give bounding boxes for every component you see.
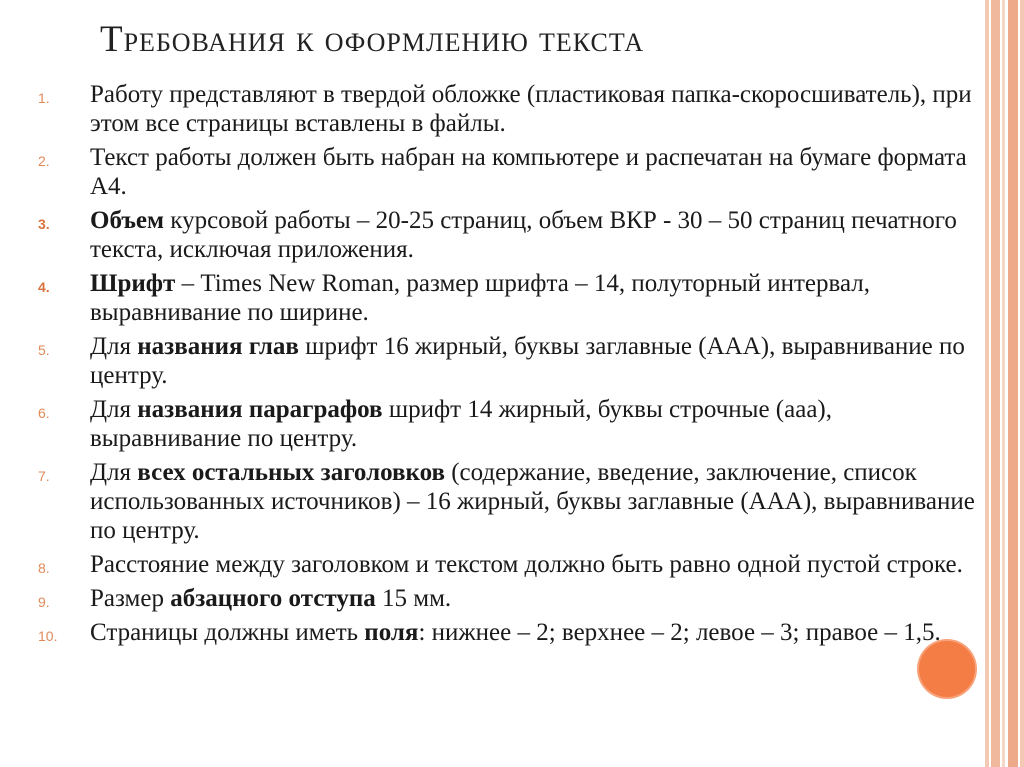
bold-term: всех остальных заголовков	[137, 459, 445, 486]
list-item-number: 9.	[38, 594, 50, 610]
list-item-text	[90, 585, 451, 612]
text-run: Страницы должны иметь	[90, 619, 365, 646]
list-item	[38, 458, 978, 545]
list-item	[38, 206, 978, 264]
list-item-text	[90, 459, 975, 544]
bold-term: Объем	[90, 207, 165, 234]
text-run: шрифт 16 жирный, буквы заглавные (ААА), выравнивание по центру.	[90, 333, 965, 389]
text-run: курсовой работы – 20-25 страниц, объем ВКР - 30 – 50 страниц печатного текста, исключая приложения.	[90, 207, 957, 263]
text-run: Для	[90, 459, 138, 486]
text-run: – Times New Roman, размер шрифта – 14, полуторный интервал, выравнивание по ширине.	[90, 270, 871, 326]
stripe	[1008, 0, 1018, 767]
text-run: Для	[90, 396, 138, 423]
stripe	[985, 0, 989, 767]
list-item	[38, 550, 978, 579]
list-item	[38, 332, 978, 390]
text-run: Для	[90, 333, 138, 360]
text-run: Текст работы должен быть набран на компьютере и распечатан на бумаге формата А4.	[90, 144, 967, 200]
bold-term: поля	[364, 619, 419, 646]
list-item-text	[90, 270, 870, 326]
list-item-number: 7.	[38, 468, 50, 484]
bold-term: названия параграфов	[137, 396, 383, 423]
decorative-circle	[919, 641, 975, 697]
list-item-number: 2.	[38, 153, 50, 169]
list-item-text	[90, 207, 957, 263]
list-item-number: 3.	[38, 216, 50, 232]
list-item	[38, 143, 978, 201]
list-item-number: 4.	[38, 279, 50, 295]
text-run: Расстояние между заголовком и текстом должно быть равно одной пустой строке.	[90, 551, 963, 578]
list-item-text	[90, 396, 832, 452]
list-item-text	[90, 619, 941, 646]
list-item	[38, 618, 978, 647]
list-item	[38, 395, 978, 453]
list-item-number: 8.	[38, 560, 50, 576]
list-item	[38, 584, 978, 613]
list-item-number: 10.	[38, 628, 58, 644]
list-item-number: 1.	[38, 90, 50, 106]
bold-term: названия глав	[137, 333, 299, 360]
list-item-text	[90, 144, 967, 200]
list-item-text	[90, 551, 963, 578]
list-item-number: 5.	[38, 342, 50, 358]
list-item-number: 6.	[38, 405, 50, 421]
text-run: (содержание, введение, заключение, список использованных источников) – 16 жирный, буквы заглавные (ААА), выравнивание по центру.	[90, 459, 975, 544]
stripe	[991, 0, 1000, 767]
stripe	[1020, 0, 1024, 767]
stripe	[1002, 0, 1005, 767]
list-item-text	[90, 333, 965, 389]
list-item-text	[90, 81, 972, 137]
text-run: Работу представляют в твердой обложке (пластиковая папка-скоросшиватель), при этом все страницы вставлены в файлы.	[90, 81, 972, 137]
text-run: : нижнее – 2; верхнее – 2; левое – 3; правое – 1,5.	[418, 619, 941, 646]
page-title: Требования к оформлению текста	[100, 19, 645, 60]
text-run: шрифт 14 жирный, буквы строчные (ааа), выравнивание по центру.	[90, 396, 833, 452]
bold-term: Шрифт	[90, 270, 176, 297]
list-item	[38, 269, 978, 327]
text-run: 15 мм.	[375, 585, 452, 612]
text-run: Размер	[90, 585, 171, 612]
list-item	[38, 80, 978, 138]
requirements-list	[38, 80, 978, 652]
bold-term: абзацного отступа	[170, 585, 376, 612]
